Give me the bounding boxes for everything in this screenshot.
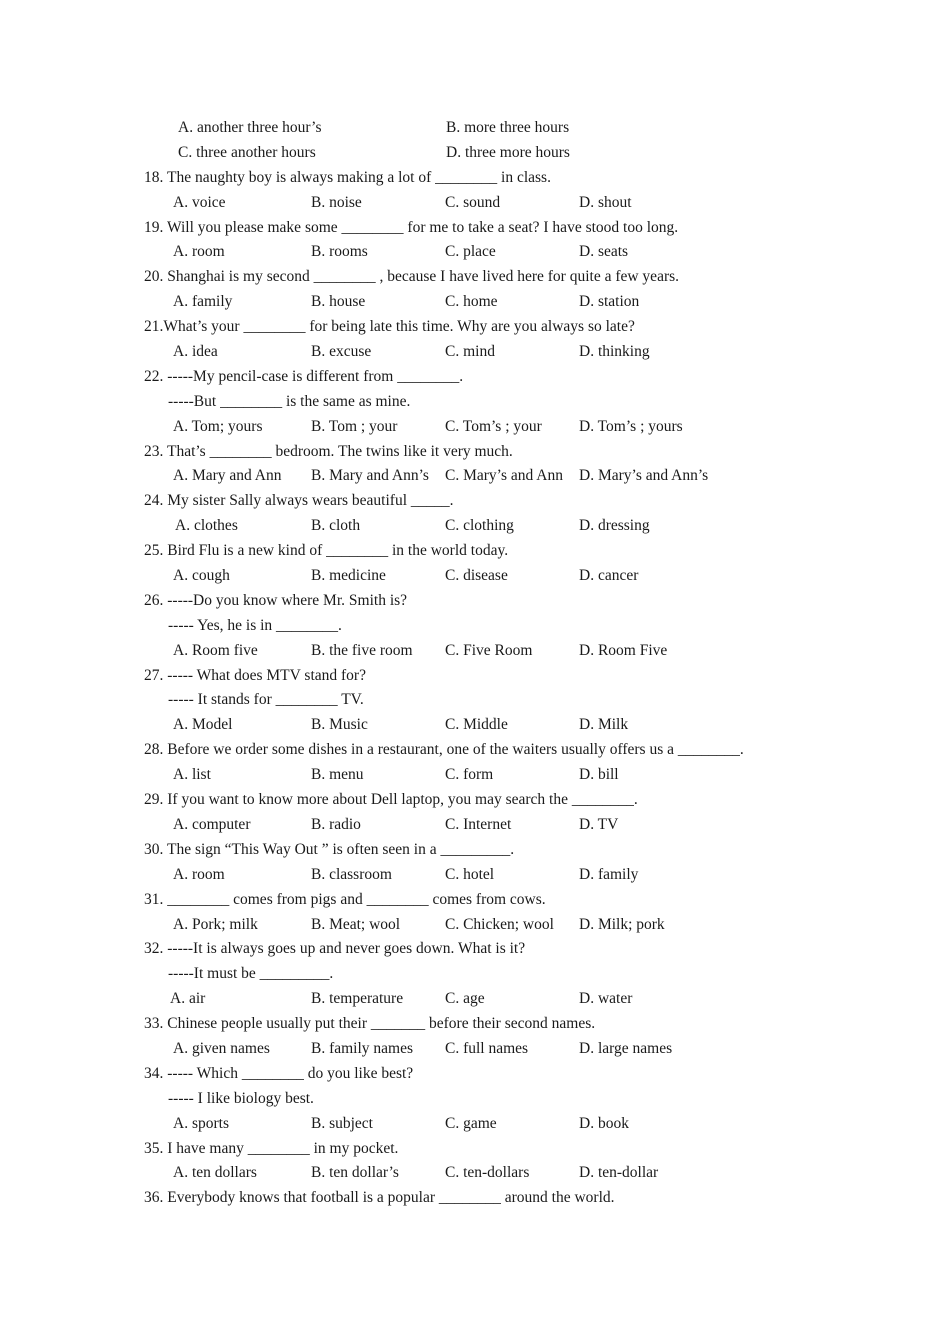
- exam-page: [0, 116, 950, 1211]
- answer-option: C. full names: [445, 1039, 529, 1057]
- question-text: 35. I have many ________ in my pocket.: [144, 1139, 399, 1157]
- answer-option: B. classroom: [311, 865, 392, 883]
- options-line: [0, 987, 950, 1012]
- answer-option: B. noise: [311, 193, 362, 211]
- answer-option: D. book: [579, 1114, 629, 1132]
- answer-option: D. Tom’s ; yours: [579, 417, 683, 435]
- answer-option: D. TV: [579, 815, 619, 833]
- answer-option: B. temperature: [311, 990, 404, 1008]
- question-text: 23. That’s ________ bedroom. The twins like it very much.: [144, 442, 513, 460]
- answer-option: B. excuse: [311, 343, 372, 361]
- question-text: 30. The sign “This Way Out ” is often seen in a _________.: [144, 840, 515, 858]
- question-text: 33. Chinese people usually put their _______ before their second names.: [144, 1015, 596, 1033]
- answer-option: A. given names: [173, 1039, 270, 1057]
- question-text: 18. The naughty boy is always making a lot of ________ in class.: [144, 168, 551, 186]
- answer-option: C. home: [445, 293, 498, 311]
- question-line: [0, 489, 950, 514]
- question-text: 29. If you want to know more about Dell laptop, you may search the ________.: [144, 791, 638, 809]
- answer-option: B. radio: [311, 815, 361, 833]
- answer-option: D. water: [579, 990, 633, 1008]
- answer-option: D. seats: [579, 243, 629, 261]
- options-line: [0, 763, 950, 788]
- answer-option: C. Chicken; wool: [445, 915, 554, 933]
- question-text: 36. Everybody knows that football is a popular ________ around the world.: [144, 1189, 615, 1207]
- answer-option: A. voice: [173, 193, 226, 211]
- answer-option: C. place: [445, 243, 496, 261]
- answer-option: A. Mary and Ann: [173, 467, 282, 485]
- question-text: 31. ________ comes from pigs and ________ comes from cows.: [144, 890, 546, 908]
- answer-option: A. Pork; milk: [173, 915, 258, 933]
- dialogue-line: [0, 688, 950, 713]
- dialogue-text: -----It must be _________.: [168, 965, 334, 983]
- question-line: [0, 365, 950, 390]
- answer-option: C. Middle: [445, 716, 508, 734]
- answer-option: A. list: [173, 766, 211, 784]
- answer-option: A. another three hour’s: [178, 119, 322, 136]
- options-line: [0, 514, 950, 539]
- answer-option: C. Internet: [445, 815, 512, 833]
- dialogue-text: ----- I like biology best.: [168, 1089, 314, 1107]
- options-line: [0, 415, 950, 440]
- answer-option: A. Tom; yours: [173, 417, 263, 435]
- question-line: [0, 1137, 950, 1162]
- answer-option: A. ten dollars: [173, 1164, 257, 1182]
- answer-option: A. computer: [173, 815, 251, 833]
- answer-option: D. three more hours: [446, 143, 570, 161]
- options-line: [0, 1112, 950, 1137]
- answer-option: C. Mary’s and Ann: [445, 467, 563, 485]
- question-line: [0, 838, 950, 863]
- answer-option: D. family: [579, 865, 639, 883]
- options-line: [0, 564, 950, 589]
- answer-option: A. air: [170, 990, 206, 1008]
- question-line: [0, 1012, 950, 1037]
- answer-option: D. Mary’s and Ann’s: [579, 467, 709, 485]
- answer-option: C. clothing: [445, 517, 514, 535]
- answer-option: B. Mary and Ann’s: [311, 467, 429, 485]
- question-text: 28. Before we order some dishes in a restaurant, one of the waiters usually offers us a ________.: [144, 741, 744, 759]
- question-text: 20. Shanghai is my second ________ , because I have lived here for quite a few years.: [144, 268, 680, 286]
- answer-option: D. large names: [579, 1039, 673, 1057]
- answer-option: D. cancer: [579, 567, 639, 585]
- options-line: [0, 191, 950, 216]
- answer-option: C. mind: [445, 343, 495, 361]
- question-line: [0, 937, 950, 962]
- options-line: [0, 713, 950, 738]
- answer-option: A. room: [173, 865, 225, 883]
- question-text: 19. Will you please make some ________ for me to take a seat? I have stood too long.: [144, 218, 679, 236]
- answer-option: D. shout: [579, 193, 632, 211]
- options-line: [0, 1037, 950, 1062]
- answer-option: A. room: [173, 243, 225, 261]
- answer-option: C. disease: [445, 567, 508, 585]
- options-line: [0, 639, 950, 664]
- answer-option: C. form: [445, 766, 494, 784]
- question-line: [0, 589, 950, 614]
- options-line: [0, 141, 950, 166]
- answer-option: A. sports: [173, 1114, 229, 1132]
- answer-option: B. rooms: [311, 243, 368, 261]
- answer-option: D. Room Five: [579, 641, 668, 659]
- answer-option: D. thinking: [579, 343, 650, 361]
- answer-option: A. family: [173, 293, 233, 311]
- question-text: 25. Bird Flu is a new kind of ________ in the world today.: [144, 542, 509, 560]
- answer-option: C. age: [445, 990, 485, 1008]
- question-line: [0, 1186, 950, 1211]
- question-text: 22. -----My pencil-case is different from ________.: [144, 367, 464, 385]
- answer-option: B. ten dollar’s: [311, 1164, 399, 1182]
- question-text: 34. ----- Which ________ do you like best?: [144, 1064, 414, 1082]
- question-line: [0, 216, 950, 241]
- answer-option: B. more three hours: [446, 119, 570, 136]
- answer-option: D. Milk; pork: [579, 915, 665, 933]
- answer-option: A. Room five: [173, 641, 258, 659]
- dialogue-line: [0, 614, 950, 639]
- dialogue-text: ----- It stands for ________ TV.: [168, 691, 364, 709]
- dialogue-text: -----But ________ is the same as mine.: [168, 392, 411, 410]
- options-line: [0, 290, 950, 315]
- answer-option: D. station: [579, 293, 640, 311]
- answer-option: C. three another hours: [178, 143, 316, 161]
- dialogue-line: [0, 1087, 950, 1112]
- answer-option: C. ten-dollars: [445, 1164, 530, 1182]
- question-line: [0, 539, 950, 564]
- dialogue-line: [0, 962, 950, 987]
- answer-option: B. the five room: [311, 641, 413, 659]
- answer-option: A. cough: [173, 567, 230, 585]
- answer-option: A. Model: [173, 716, 233, 734]
- answer-option: C. game: [445, 1114, 497, 1132]
- dialogue-line: [0, 390, 950, 415]
- answer-option: D. dressing: [579, 517, 650, 535]
- answer-option: B. menu: [311, 766, 364, 784]
- question-line: [0, 738, 950, 763]
- question-line: [0, 664, 950, 689]
- question-text: 24. My sister Sally always wears beautiful _____.: [144, 492, 454, 510]
- question-text: 21.What’s your ________ for being late this time. Why are you always so late?: [144, 318, 635, 336]
- dialogue-text: ----- Yes, he is in ________.: [168, 616, 342, 634]
- answer-option: C. hotel: [445, 865, 495, 883]
- options-line: [0, 116, 950, 141]
- answer-option: B. family names: [311, 1039, 414, 1057]
- answer-option: B. Music: [311, 716, 368, 734]
- answer-option: A. clothes: [175, 517, 238, 535]
- answer-option: D. Milk: [579, 716, 629, 734]
- question-line: [0, 1062, 950, 1087]
- question-line: [0, 440, 950, 465]
- answer-option: C. Tom’s ; your: [445, 417, 542, 435]
- answer-option: C. sound: [445, 193, 501, 211]
- answer-option: B. Tom ; your: [311, 417, 398, 435]
- options-line: [0, 813, 950, 838]
- answer-option: B. house: [311, 293, 366, 311]
- answer-option: B. subject: [311, 1114, 373, 1132]
- question-line: [0, 888, 950, 913]
- question-line: [0, 166, 950, 191]
- options-line: [0, 1161, 950, 1186]
- answer-option: B. cloth: [311, 517, 361, 535]
- question-line: [0, 265, 950, 290]
- answer-option: B. medicine: [311, 567, 386, 585]
- answer-option: A. idea: [173, 343, 218, 361]
- answer-option: D. bill: [579, 766, 619, 784]
- question-text: 26. -----Do you know where Mr. Smith is?: [144, 591, 408, 609]
- options-line: [0, 913, 950, 938]
- options-line: [0, 863, 950, 888]
- question-line: [0, 788, 950, 813]
- options-line: [0, 464, 950, 489]
- question-line: [0, 315, 950, 340]
- question-text: 27. ----- What does MTV stand for?: [144, 666, 366, 684]
- question-text: 32. -----It is always goes up and never goes down. What is it?: [144, 940, 526, 958]
- answer-option: C. Five Room: [445, 641, 533, 659]
- options-line: [0, 240, 950, 265]
- options-line: [0, 340, 950, 365]
- answer-option: B. Meat; wool: [311, 915, 401, 933]
- answer-option: D. ten-dollar: [579, 1164, 659, 1182]
